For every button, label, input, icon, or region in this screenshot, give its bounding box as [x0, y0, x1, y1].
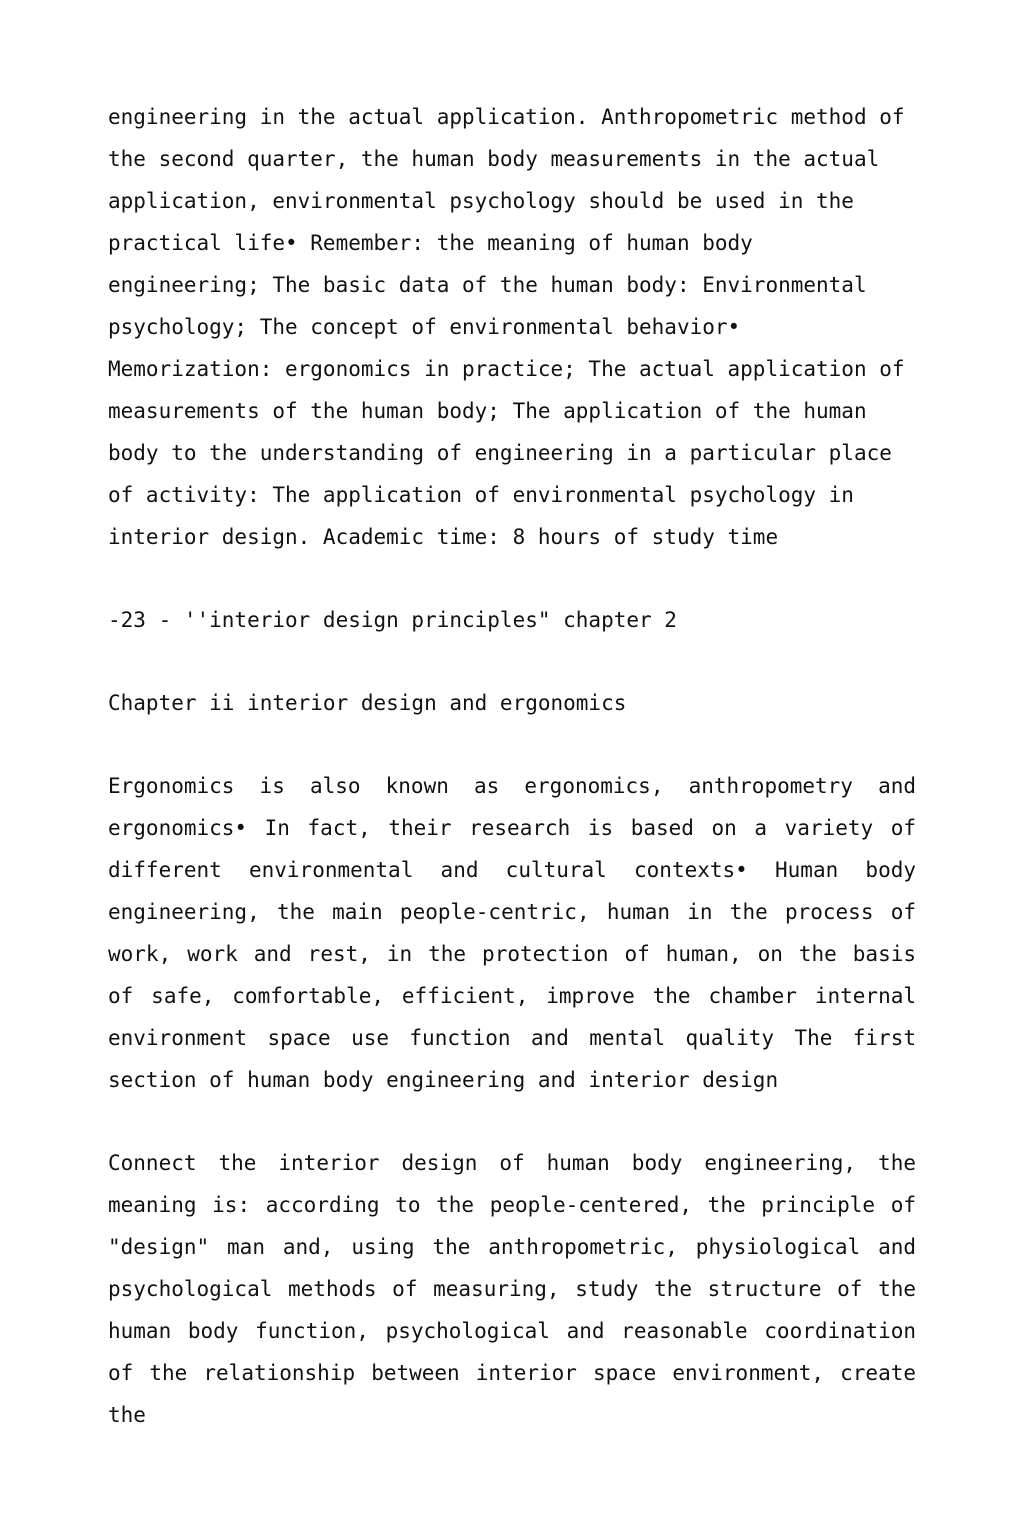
- page-header-line: -23 - ''interior design principles" chapter 2: [108, 608, 677, 632]
- paragraph-ergonomics: Ergonomics is also known as ergonomics, anthropometry and ergonomics• In fact, their research is based on a variety of different environmental and cultural contexts• Human body engineering, the main people-centric, human in the process of work, work and rest, in the protection of human, on the basis of safe, comfortable, efficient, improve the chamber internal environment space use function and mental quality The first section of human body engineering and interior design: [108, 774, 916, 1092]
- paragraph-intro: engineering in the actual application. Anthropometric method of the second quarter, the human body measurements in the actual application, environmental psychology should be used in the practical life• Remember: the meaning of human body engineering; The basic data of the human body: Environmental psychology; The concept of environmental behavior• Memorization: ergonomics in practice; The actual application of measurements of the human body; The application of the human body to the understanding of engineering in a particular place of activity: The application of environmental psychology in interior design. Academic time: 8 hours of study time: [108, 105, 905, 549]
- chapter-title: Chapter ii interior design and ergonomics: [108, 691, 627, 715]
- paragraph-connect: Connect the interior design of human body engineering, the meaning is: according to the people-centered, the principle of "design" man and, using the anthropometric, physiological and psychological methods of measuring, study the structure of the human body function, psychological and reasonable coordination of the relationship between interior space environment, create the: [108, 1151, 916, 1427]
- document-body: [108, 96, 916, 1436]
